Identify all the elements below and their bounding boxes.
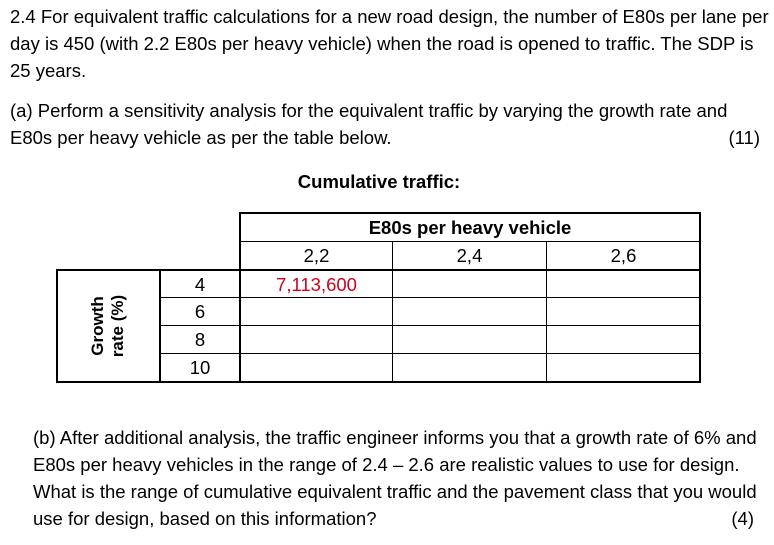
part-b-marks: (4) [731,508,754,529]
table-cell[interactable] [241,298,392,325]
table-cell[interactable] [393,354,546,381]
part-a-marks: (11) [728,127,760,148]
column-header: 2,2 [303,245,330,266]
table-cell[interactable] [393,271,546,297]
column-group-header: E80s per heavy vehicle [368,217,572,238]
table-cell[interactable] [241,326,392,353]
row-header: 8 [194,329,206,350]
table-cell[interactable]: 7,113,600 [276,274,357,295]
column-header: 2,6 [610,245,637,266]
question-intro: 2.4 For equivalent traffic calculations for a new road design, the number of E80s per lane per day is 450 (with 2.2 E80s per heavy vehicle) when the road is opened to traffic. The SDP is 25 years. [10,6,769,81]
table-cell[interactable] [547,298,700,325]
table-cell[interactable] [241,354,392,381]
column-header: 2,4 [456,245,483,266]
row-group-label [58,271,158,381]
table-cell[interactable] [547,271,700,297]
row-header: 6 [194,301,206,322]
row-header: 10 [189,357,211,378]
table-title: Cumulative traffic: [297,171,461,192]
row-group-label-line2: rate (%) [107,294,127,358]
part-b-text: (b) After additional analysis, the traffic engineer informs you that a growth rate of 6% and E80s per heavy vehicles in the range of 2.4 – 2.6 are realistic values to use for design. What is the range of cumulative equivalent traffic and the pavement class that you would use for design, based on this information? [33,427,757,529]
table-cell[interactable] [547,326,700,353]
row-header: 4 [194,274,206,295]
row-group-label-line1: Growth [87,296,107,356]
table-cell[interactable] [393,326,546,353]
part-a-text: (a) Perform a sensitivity analysis for the equivalent traffic by varying the growth rate and E80s per heavy vehicle as per the table below. [10,100,728,148]
table-cell[interactable] [547,354,700,381]
table-cell[interactable] [393,298,546,325]
